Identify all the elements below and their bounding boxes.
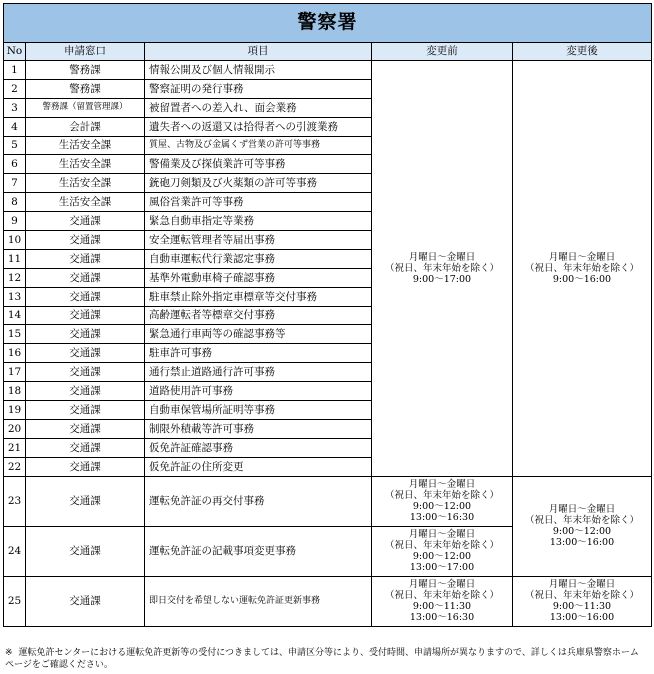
row-item: 被留置者への差入れ、面会業務 [145,98,372,117]
row-number: 22 [4,457,26,476]
row-item: 質屋、古物及び金属くず営業の許可等事務 [145,136,372,155]
row-number: 7 [4,174,26,193]
row-number: 11 [4,249,26,268]
row-item: 基準外電動車椅子確認事務 [145,268,372,287]
time-line: （祝日、年末年始を除く） [524,262,639,274]
table-row [4,476,652,526]
row-item: 遺失者への返還又は拾得者への引渡業務 [145,117,372,136]
time-line: （祝日、年末年始を除く） [524,514,639,526]
table-row [4,61,652,80]
time-line: 月曜日～金曜日 [548,578,616,590]
row-desk: 会計課 [26,117,145,136]
row-desk: 交通課 [26,344,145,363]
row-item: 風俗営業許可等事務 [145,193,372,212]
row-item: 仮免許証確認事務 [145,438,372,457]
row-desk: 生活安全課 [26,155,145,174]
header-row [4,43,652,61]
row-item: 駐車禁止除外指定車標章等交付事務 [145,287,372,306]
time-before-23 [372,476,513,526]
time-line: （祝日、年末年始を除く） [384,589,499,601]
row-item: 運転免許証の再交付事務 [145,476,372,526]
time-line: 13:00～16:30 [409,512,475,524]
row-item: 自動車運転代行業認定事務 [145,249,372,268]
row-number: 18 [4,382,26,401]
header-no: No [4,43,26,61]
row-item: 即日交付を希望しない運転免許証更新事務 [145,576,372,626]
row-item: 情報公開及び個人情報開示 [145,61,372,80]
row-item: 仮免許証の住所変更 [145,457,372,476]
row-item: 駐車許可事務 [145,344,372,363]
row-desk: 警務課（留置管理課） [26,98,145,117]
time-line: 9:00～16:00 [552,273,612,285]
row-desk: 交通課 [26,476,145,526]
time-line: 月曜日～金曜日 [408,578,476,590]
row-desk: 交通課 [26,306,145,325]
footnote [5,648,645,671]
row-desk: 交通課 [26,382,145,401]
row-number: 21 [4,438,26,457]
time-line: 月曜日～金曜日 [548,251,616,263]
header-before: 変更前 [372,43,513,61]
time-line: 月曜日～金曜日 [408,478,476,490]
time-before-block [372,61,513,477]
row-desk: 交通課 [26,231,145,250]
time-after-25 [513,576,652,626]
row-number: 6 [4,155,26,174]
time-line: （祝日、年末年始を除く） [384,489,499,501]
time-line: 月曜日～金曜日 [548,503,616,515]
table-row [4,576,652,626]
schedule-table-wrapper [3,3,651,627]
time-line: 13:00～16:00 [549,537,615,549]
time-line: 9:00～12:00 [412,551,472,563]
row-number: 14 [4,306,26,325]
time-line: （祝日、年末年始を除く） [524,589,639,601]
schedule-table [3,3,652,627]
time-line: 13:00～17:00 [409,562,475,574]
row-desk: 交通課 [26,457,145,476]
header-after: 変更後 [513,43,652,61]
row-number: 23 [4,476,26,526]
row-desk: 生活安全課 [26,136,145,155]
row-item: 銃砲刀剣類及び火薬類の許可等事務 [145,174,372,193]
row-number: 8 [4,193,26,212]
row-desk: 交通課 [26,526,145,576]
time-line: 月曜日～金曜日 [408,251,476,263]
row-desk: 警務課 [26,61,145,80]
row-number: 16 [4,344,26,363]
row-number: 12 [4,268,26,287]
row-item: 自動車保管場所証明等事務 [145,401,372,420]
row-desk: 交通課 [26,325,145,344]
row-desk: 交通課 [26,268,145,287]
row-number: 17 [4,363,26,382]
row-item: 警備業及び探偵業許可等事務 [145,155,372,174]
row-desk: 交通課 [26,419,145,438]
time-line: 月曜日～金曜日 [408,528,476,540]
row-item: 緊急自動車指定等業務 [145,212,372,231]
time-after-23-24 [513,476,652,576]
table-title: 警察署 [4,4,652,43]
row-number: 10 [4,231,26,250]
row-desk: 交通課 [26,212,145,231]
table-body [4,61,652,627]
time-before-25 [372,576,513,626]
row-item: 道路使用許可事務 [145,382,372,401]
row-number: 3 [4,98,26,117]
time-line: 9:00～11:30 [412,601,472,613]
row-desk: 警務課 [26,79,145,98]
header-desk: 申請窓口 [26,43,145,61]
row-number: 24 [4,526,26,576]
row-desk: 交通課 [26,287,145,306]
time-after-block [513,61,652,477]
row-number: 15 [4,325,26,344]
row-item: 通行禁止道路通行許可事務 [145,363,372,382]
time-before-24 [372,526,513,576]
row-number: 19 [4,401,26,420]
row-item: 運転免許証の記載事項変更事務 [145,526,372,576]
time-line: 13:00～16:00 [549,612,615,624]
row-item: 安全運転管理者等届出事務 [145,231,372,250]
row-desk: 交通課 [26,249,145,268]
time-line: 9:00～11:30 [552,601,612,613]
row-desk: 生活安全課 [26,174,145,193]
time-line: （祝日、年末年始を除く） [384,262,499,274]
time-line: 9:00～12:00 [552,526,612,538]
row-desk: 生活安全課 [26,193,145,212]
row-number: 4 [4,117,26,136]
footnote-text: 運転免許センターにおける運転免許更新等の受付につきましては、申請区分等により、受付時間、申請場所が異なりますので、詳しくは兵庫県警察ホームページをご確認ください。 [5,648,639,670]
row-item: 緊急通行車両等の確認事務等 [145,325,372,344]
row-number: 25 [4,576,26,626]
row-number: 2 [4,79,26,98]
header-item: 項目 [145,43,372,61]
time-line: 9:00～12:00 [412,501,472,513]
row-number: 5 [4,136,26,155]
row-desk: 交通課 [26,401,145,420]
row-desk: 交通課 [26,438,145,457]
row-number: 13 [4,287,26,306]
row-number: 1 [4,61,26,80]
row-number: 9 [4,212,26,231]
time-line: 9:00～17:00 [412,273,472,285]
time-line: （祝日、年末年始を除く） [384,539,499,551]
row-desk: 交通課 [26,363,145,382]
row-number: 20 [4,419,26,438]
row-item: 高齢運転者等標章交付事務 [145,306,372,325]
row-item: 警察証明の発行事務 [145,79,372,98]
row-item: 制限外積載等許可事務 [145,419,372,438]
footnote-mark: ※ [5,648,13,658]
time-line: 13:00～16:30 [409,612,475,624]
row-desk: 交通課 [26,576,145,626]
